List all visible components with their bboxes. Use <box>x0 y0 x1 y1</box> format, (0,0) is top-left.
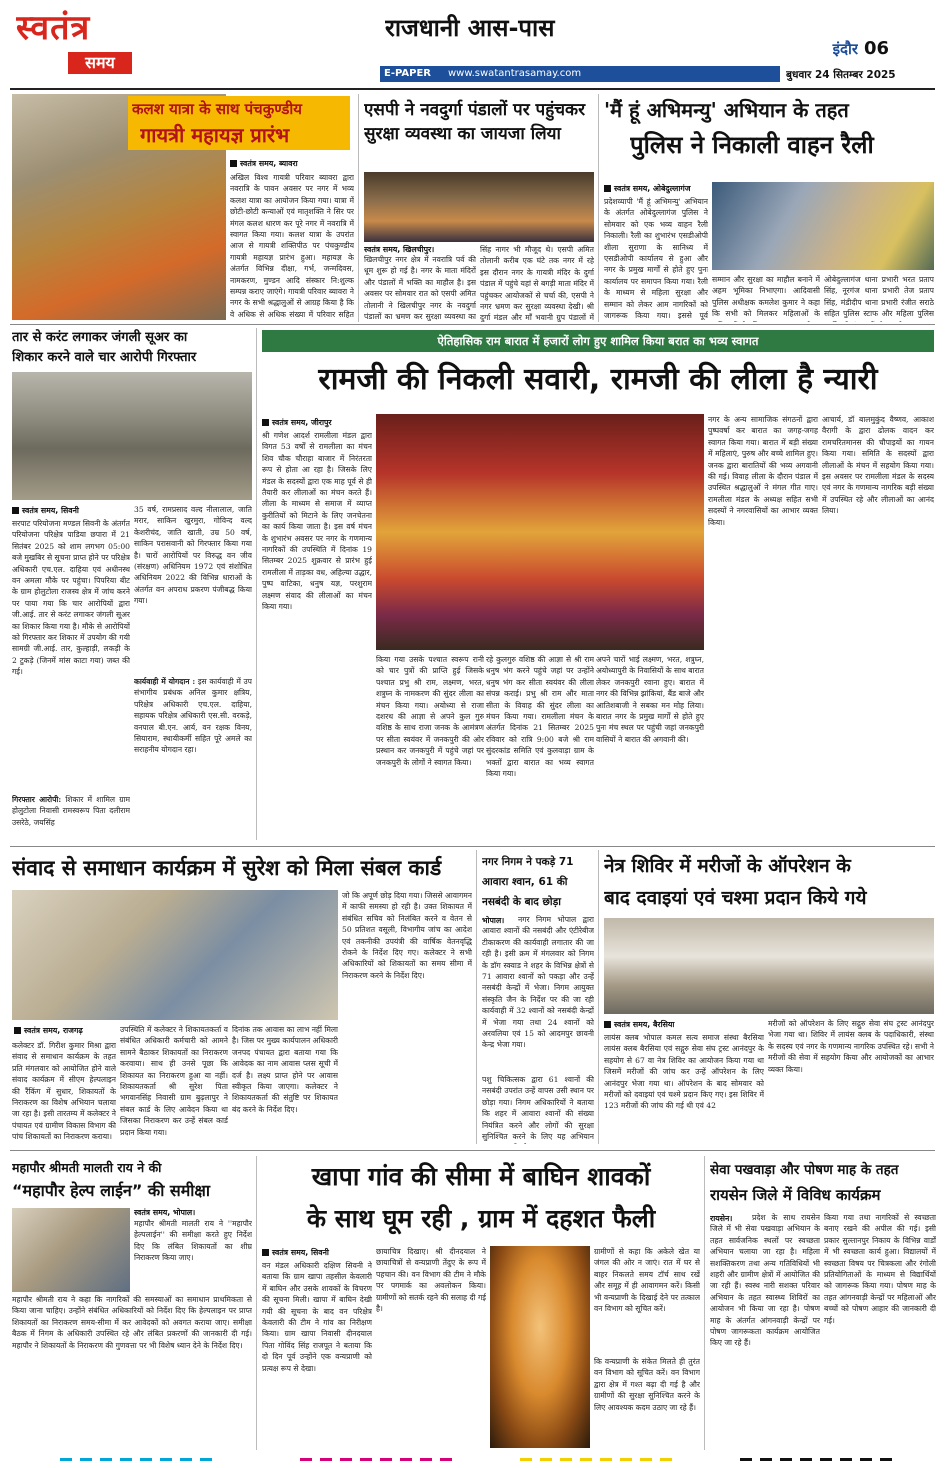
registration-marks <box>0 1452 945 1468</box>
kalash-headline-1: कलश यात्रा के साथ पंचकुण्डीय <box>132 100 302 118</box>
byline-marker-icon <box>262 1249 269 1256</box>
tiger-byline <box>262 1246 372 1258</box>
samvad-body-1: कलेक्टर डॉ. गिरीश कुमार मिश्रा द्वारा संवाद से समाधान कार्यक्रम के तहत प्रति मंगलवार को आयोजित होने वाले संवाद कार्यक्रम में सीएम हेल्पलाइन की रैंकिंग में सुधार, शिकायतों के निराकरण का विशेष अभियान चलाया जा रहा है। इसी तारतम्य में कलेक्टर ने पंचायत एवं ग्रामीण विकास विभाग की पांच शिकायतों का निराकरण कराया। <box>12 1041 116 1142</box>
samvad-byline-text: स्वतंत्र समय, राजगढ़ <box>24 1025 83 1035</box>
abhimanyu-rally-photo <box>712 182 934 270</box>
seva-headline-2: रायसेन जिले में विविध कार्यक्रम <box>710 1186 881 1204</box>
reg-magenta <box>300 1458 460 1461</box>
mayor-meeting-photo <box>12 1208 130 1292</box>
abhimanyu-byline <box>604 182 710 194</box>
abhimanyu-headline-1: 'मैं हूं अभिमन्यु' अभियान के तहत <box>604 98 849 122</box>
ram-byline-text: स्वतंत्र समय, जीरापुर <box>272 417 332 427</box>
reg-black <box>740 1458 900 1461</box>
logo-top-text: स्वतंत्र <box>16 8 91 48</box>
boar-headline-1: तार से करंट लगाकर जंगली सूअर का <box>12 330 188 345</box>
ram-kicker: ऐतिहासिक राम बारात में हजारों लोग हुए शामिल किया बरात का भव्य स्वागत <box>437 334 759 348</box>
divider <box>358 94 359 322</box>
section-title: राजधानी आस-पास <box>385 14 555 42</box>
samvad-meeting-photo <box>12 890 338 1020</box>
byline-marker-icon <box>12 507 19 514</box>
tiger-headline-2: के साथ घूम रही , ग्राम में दहशत फैली <box>306 1204 656 1233</box>
byline-marker-icon <box>262 419 269 426</box>
ram-body-1: श्री गणेश आदर्श रामलीला मंडल द्वारा विगत 53 वर्षों से रामलीला का मंचन शिव चौक चौराहा बाजार में निरंतरता रूप से होता आ रहा है। जिसके लिए मंडल के सदस्यों द्वारा एक माह पूर्व से ही तैयारी कर लीलाओं का मंचन करते हैं। लीला के माध्यम से समाज में व्याप्त कुरीतियों को मिटाने के लिए जनचेतना का कार्य किया जाता है। इस वर्ष मंचन के शुभारंभ अवसर पर नगर के गणमान्य नागरिकों की उपस्थिति में दिनांक 19 सितम्बर 2025 शुक्रवार से प्रारंभ हुई रामलीला में ताड़का वध, अहिल्या उद्धार, पुष्प वाटिका, धनुष यज्ञ, परशुराम लक्ष्मण संवाद की लीलाओं का मंचन किया गया। <box>262 431 372 612</box>
tiger-body-1: वन मंडल अधिकारी दक्षिण सिवनी ने बताया कि ग्राम खापा तहसील केवलारी में बाघिन और उसके शावकों के विचरण की सूचना मिली। खापा में बाघिन देखी गयी की सूचना के बाद वन परिक्षेत्र केवलारी की टीम ने गांव का निरीक्षण किया। ग्राम खापा निवासी दीनदयाल पिता गोविंद सिंह राजपूत ने बताया कि दो दिन पूर्व उन्होंने एक वन्यप्राणी को प्रत्यक्ष रूप से देखा। <box>262 1261 372 1373</box>
reg-cyan <box>60 1458 220 1461</box>
byline-marker-icon <box>604 185 611 192</box>
abhimanyu-body-3: ओबेदुल्लागंज थाना प्रभारी भरत प्रताप सिंह, नूरगंज थाना प्रभारी तेज प्रताप सिंह, मंडीदीप थाना प्रभारी रंजीत सराठे सहित पुलिस स्टाफ और महिला पुलिस <box>824 275 934 319</box>
boar-accused-photo <box>12 372 252 500</box>
netra-body-1: लायंस क्लब भोपाल कमल सत्य समाज संस्था बैरसिया लायंस क्लब बैरसिया एवं सद्गुरु सेवा संघ ट्रस्ट आनंदपुर के सहयोग से 67 वा नेत्र शिविर का आयोजन किया गया था जिसमें मरीजों की जांच कर उन्हें ऑपरेशन के लिए आनंदपुर भेजा गया था। ऑपरेशन के बाद सोमवार को मरीजों को दवाइयां एवं चश्मे प्रदान किए गए। इस शिविर में 123 मरीजों की जांच की गई थी एवं 42 <box>604 1033 764 1111</box>
seva-body-1: प्रदेश के साथ रायसेन जिले में भी सेवा पखवाड़ा अभियान के तहत सार्वजनिक स्थलों पर स्वच्छता अभियान चलाया जा रहा है। महिला सशक्तिकरण तथा अन्य गतिविधियों भी शहरी और ग्रामीण क्षेत्रों में आयोजित की जा रही हैं। स्वस्थ नारी सशक्त परिवार अभियान के तहत स्वास्थ्य शिविरों का आयोजन भी किया जा रहा है। पोषण माह के अंतर्गत आंगनवाड़ी केन्द्रों पर पोषण जागरूकता कार्यक्रम आयोजित किए जा रहे हैं। <box>710 1213 820 1348</box>
ram-body-2: किया गया उसके पश्चात स्वरूप रानी को चार पुत्रों की प्राप्ति हुई जिसके पश्चात प्रभु श्री राम, लक्ष्मण, भरत, शत्रुघ्न के नामकरण की सुंदर लीला का मंचन किया गया। अयोध्या से राजा दशरथ की आज्ञा से अपने कुल गुरु वशिष्ठ के साथ राजा जनक के आमंत्रण पर सीता स्वयंवर में जनकपुरी की ओर प्रस्थान कर जनकपुरी में पहुंचे जहां पर जनकपुरी के लोगों ने स्वागत किया। <box>376 655 484 767</box>
boar-action-paragraph <box>134 676 252 840</box>
byline-marker-icon <box>14 1027 21 1034</box>
mayor-body-2: महापौर श्रीमती राय ने कहा कि नागरिकों की समस्याओं का समाधान प्राथमिकता से किया जाना चाहिए। उन्होंने संबंधित अधिकारियों को निर्देश दिए कि हेल्पलाइन पर प्राप्त शिकायतों का निराकरण समय-सीमा में कर आवेदकों को अवगत कराया जाए। समीक्षा बैठक में निगम के अधिकारी उपस्थित रहे और लंबित प्रकरणों की जानकारी दी गई। महापौर ने शिकायतों के निराकरण की गुणवत्ता पर भी विशेष ध्यान देने के निर्देश दिए। <box>12 1295 252 1350</box>
byline-marker-icon <box>604 1021 611 1028</box>
abhimanyu-body-1: प्रदेशव्यापी 'मैं हूं अभिमन्यु' अभियान के अंतर्गत ओबेदुल्लागंज पुलिस ने सोमवार को एक भव्य वाहन रैली निकाली। रैली का शुभारंभ एसडीओपी शीला सुराणा के सानिध्य में एसडीओपी कार्यालय से हुआ और नगर के प्रमुख मार्गों से होते हुए पुनः कार्यालय पर समापन किया गया। रैली के माध्यम से महिला सुरक्षा और सम्मान को लेकर आम नागरिकों को जागरूक किया गया। इससे पूर्व <box>604 197 708 321</box>
boar-arrest-paragraph <box>12 794 130 840</box>
row-rule <box>10 846 935 847</box>
ram-leela-photo <box>376 414 704 650</box>
logo <box>12 6 157 76</box>
samvad-headline: संवाद से समाधान कार्यक्रम में सुरेश को मिला संबल कार्ड <box>12 856 442 880</box>
kalash-headline-2: गायत्री महायज्ञ प्रारंभ <box>140 123 290 147</box>
ram-body-5: नगर के अन्य सामाजिक संगठनों द्वारा पुष्पवर्षा कर बारात का जगह-जगह स्वागत किया गया। बारात में बड़ी संख्या में महिलाएं, पुरुष और बच्चे शामिल हुए। जनक द्वारा बारातियों की भव्य अगवानी की गई। विवाह लीला के दौरान पंडाल में उपस्थित श्रद्धालुओं ने मंगल गीत गाए। रामलीला मंडल के अध्यक्ष सहित सभी सदस्यों ने नगरवासियों का आभार व्यक्त किया। <box>708 415 818 527</box>
ram-body-3: रहे कुलगुरु वशिष्ठ की आज्ञा से श्री राम धनुष भंग करने पहुंचे जहां पर उन्होंने धनुष भंग कर सीता स्वयंवर की लीला संपन्न कराई। प्रभु श्री राम और माता सीता के विवाह की सुंदर लीला का मंचन किया गया। रामलीला मंचन के अंतर्गत दिनांक 21 सितम्बर 2025 रविवार को रात्रि 9:00 बजे श्री राम सुंदरकांड समिति एवं कुलवाड़ा ग्राम के भक्तों द्वारा बारात का भव्य स्वागत किया गया। <box>486 655 594 779</box>
ram-body-4: अपने चारों भाई लक्ष्मण, भरत, शत्रुघ्न, अयोध्यापुरी के निवासियों के साथ बारात लेकर जनकपुरी रवाना हुए। बारात में नगर की विभिन्न झांकियां, बैंड बाजे और आतिशबाजी ने सबका मन मोह लिया। बारात नगर के प्रमुख मार्गों से होते हुए पुनः मंच स्थल पर पहुंची जहां जनकपुरी वासियों ने बारात की अगवानी की। <box>596 655 704 744</box>
abhimanyu-body-2: सम्मान और सुरक्षा का माहौल बनाने में अहम भूमिका निभाएगा। आदिवासी पुलिस अधीक्षक कमलेश कुमार ने कहा कि सभी को मिलकर महिलाओं के <box>712 275 820 319</box>
tiger-body-4: कि वन्यप्राणी के संकेत मिलते ही तुरंत वन विभाग को सूचित करें। वन विभाग द्वारा क्षेत्र में गश्त बढ़ा दी गई है और ग्रामीणों की सुरक्षा सुनिश्चित करने के लिए आवश्यक कदम उठाए जा रहे हैं। <box>594 1357 700 1412</box>
logo-bottom-text: समय <box>68 52 132 74</box>
row-rule <box>10 324 935 325</box>
reg-yellow <box>520 1458 680 1461</box>
row-rule <box>10 1150 935 1151</box>
issue-date: बुधवार 24 सितम्बर 2025 <box>786 69 896 81</box>
netra-byline-text: स्वतंत्र समय, बैरसिया <box>614 1019 675 1029</box>
mayor-headline-1: महापौर श्रीमती मालती राय ने की <box>12 1160 162 1175</box>
sp-pandal-photo <box>364 172 594 242</box>
kalash-body: अखिल विश्व गायत्री परिवार ब्यावरा द्वारा नवरात्रि के पावन अवसर पर नगर में भव्य कलश यात्रा का आयोजन किया गया। यात्रा में छोटी-छोटी कन्याओं एवं मातृशक्ति ने सिर पर मंगल कलश धारण कर पूरे नगर में नवरात्रि में स्वागत किया गया। कलश यात्रा के उपरांत आज से गायत्री शक्तिपीठ पर पंचकुण्डीय गायत्री महायज्ञ प्रारंभ हुआ। महायज्ञ के अंतर्गत विभिन्न दीक्षा, गर्भ, जन्मदिवस, नामकरण, मुण्डन आदि संस्कार नि:शुल्क सम्पन्न कराए जाएंगे। गायत्री परिवार ब्यावरा ने नगर के सभी श्रद्धालुओं से आग्रह किया है कि वे अधिक से अधिक संख्या में परिवार सहित <box>230 173 354 319</box>
epaper-label: E-PAPER <box>384 68 431 79</box>
netra-camp-photo <box>604 918 934 1014</box>
netra-byline <box>604 1018 724 1030</box>
ram-headline: रामजी की निकली सवारी, रामजी की लीला है न्यारी <box>318 362 878 397</box>
netra-headline-1: नेत्र शिविर में मरीजों के ऑपरेशन के <box>604 855 851 877</box>
sp-body-1: खिलचीपुर नगर क्षेत्र में नवरात्रि पर्व की धूम शुरू हो गई है। नगर के माता मंदिरों और पंडालों में भक्ति का माहौल है। इस अवसर पर सोमवार रात को एसपी अमित तोलानी ने खिलचीपुर नगर के नवदुर्गा पंडालों का भ्रमण कर सुरक्षा व्यवस्था का <box>364 255 476 322</box>
sp-byline-text: स्वतंत्र समय, खिलचीपुर। <box>364 245 435 254</box>
samvad-body-3: दिनांक तक आवास का लाभ नहीं मिला है। जिस पर मुख्य कार्यपालन अधिकारी जनपद पंचायत द्वारा बताया गया कि आवेदक का नाम आवास प्लस सूची में दर्ज है। लक्ष्य प्राप्त होने पर आवास स्वीकृत किया जाएगा। कलेक्टर ने शिकायतकर्ता की संतुष्टि पर शिकायत बंद करने के निर्देश दिए। <box>232 1025 338 1114</box>
ram-body-6: आचार्य, डॉ बालमुकुंद वैष्णव, आकाश वैरागी के द्वारा ढोलक वादन कर रामचरितमानस की चौपाइयों का गायन किया गया। समिति के सदस्यों द्वारा लीलाओं के मंचन में सहयोग किया गया। इस अवसर पर रामलीला मंडल के सदस्य एवं नगर के गणमान्य नागरिक बड़ी संख्या में उपस्थित रहे और लीलाओं का आनंद लिया। <box>822 415 934 516</box>
masthead-rule <box>10 88 935 90</box>
sp-body-2: सिंह नागर भी मौजूद थे। एसपी अमित तोलानी करीब एक घंटे तक नगर में रहे इस दौरान नगर के गायत्री मंदिर के दुर्गा पंडाल में पहुंचे यहां से बगड़ी माता मंदिर में पहुंचकर आयोजकों से चर्चा की, एसपी ने नगर भ्रमण कर सुरक्षा व्यवस्था देखी। श्री दुर्गा मंडल और माँ भवानी ग्रुप पंडालों में <box>480 245 594 322</box>
divider <box>598 850 599 1144</box>
boar-action-label: कार्यवाही में योगदान : <box>134 677 196 686</box>
abhimanyu-byline-text: स्वतंत्र समय, ओबेदुल्लागंज <box>614 183 691 193</box>
ram-byline <box>262 416 370 428</box>
tiger-body-2: छायाचित्र दिखाए। श्री दीनदयाल ने छायाचित्रों से वन्यप्राणी तेंदुए के रूप में पहचान की। वन विभाग की टीम ने मौके पर पगमार्क का अवलोकन किया। ग्रामीणों को सतर्क रहने की सलाह दी गई है। <box>376 1247 486 1314</box>
masthead <box>0 0 945 88</box>
divider <box>476 850 477 1144</box>
seva-byline-text: रायसेन। <box>710 1213 733 1223</box>
boar-body-1: सरपाट परियोजना मण्डल सिवनी के अंतर्गत परियोजना परिक्षेत्र पाडिया छपारा में 21 सितंबर 2025 को शाम लगभग 05:00 बजे मुखबिर से सूचना प्राप्त होने पर परिक्षेत्र अधिकारी एच.एल. दाहिया एवं अधीनस्थ वन अमला मौके पर पहुंचा। पिपरिया बीट के ग्राम होलुटोला राजस्व क्षेत्र में जांच करने पर पाया गया कि चार आरोपियों द्वारा जी.आई. तार से करंट लगाकर जंगली सूअर का शिकार किया गया है। मौके से आरोपियों को गिरफ्तार कर शिकार में उपयोग की गयी सामग्री जी.आई. तार, कुल्हाड़ी, लकड़ी के 2 टुकड़े (जिनमें मांस काटा गया) जब्त की गई। <box>12 519 130 677</box>
divider <box>598 94 599 322</box>
tiger-headline-1: खापा गांव की सीमा में बाघिन शावकों <box>311 1162 651 1191</box>
tiger-byline-text: स्वतंत्र समय, सिवनी <box>272 1247 329 1257</box>
vacancy-body-1: नगर निगम भोपाल द्वारा आवारा श्वानों की नसबंदी और एंटीरेबीज टीकाकरण की कार्यवाही लगातार की जा रही है। इसी क्रम में मंगलवार को निगम के डॉग स्क्वाड ने शहर के विभिन्न क्षेत्रों से 71 आवारा श्वानों को पकड़ा और उन्हें नसबंदी केन्द्रों में भेजा। निगम आयुक्त संस्कृति जैन के निर्देश पर की जा रही कार्यवाही में 32 श्वानों को नसबंदी केन्द्रों में भेजा गया तथा 24 श्वानों को अरवलिया एवं 15 को आदमपुर छावनी केन्द्र भेजा गया। <box>482 915 594 1050</box>
divider <box>256 328 257 840</box>
vacancy-body-2: पशु चिकित्सक द्वारा 61 श्वानों की नसबंदी उपरांत उन्हें वापस उसी स्थान पर छोड़ा गया। निगम अधिकारियों ने बताया कि शहर में आवारा श्वानों की संख्या नियंत्रित करने और लोगों की सुरक्षा सुनिश्चित करने के लिए यह अभियान <box>482 1075 594 1142</box>
tigress-photo <box>490 1246 590 1448</box>
boar-body-2: 35 वर्ष, रामप्रसाद वल्द नीलालाल, जाति मरार, साकिन खुरमुरा, गोविन्द वल्द केशरीचंद, जाति खाती, उम्र 50 वर्ष, साकिन परासवानी को गिरफ्तार किया गया है। चारों आरोपियों पर विरुद्ध वन जीव (संरक्षण) अधिनियम 1972 एवं संशोधित अधिनियम 2022 की विभिन्न धाराओं के अंतर्गत वन अपराध प्रकरण पंजीबद्ध किया गया। <box>134 505 252 606</box>
kalash-byline-text: स्वतंत्र समय, ब्यावरा <box>240 158 298 168</box>
website-link[interactable]: www.swatantrasamay.com <box>448 68 582 79</box>
boar-arrest-label: गिरफ्तार आरोपी: <box>12 795 62 804</box>
kalash-byline <box>230 157 352 169</box>
divider <box>704 1156 705 1450</box>
boar-byline <box>12 504 132 516</box>
vacancy-byline-text: भोपाल। <box>482 915 505 925</box>
boar-headline-2: शिकार करने वाले चार आरोपी गिरफ्तार <box>12 350 197 365</box>
mayor-byline-text: स्वतंत्र समय, भोपाल। <box>134 1207 196 1217</box>
city-label: इंदौर <box>832 40 858 58</box>
mayor-headline-2: “महापौर हेल्प लाईन” की समीक्षा <box>12 1181 211 1200</box>
samvad-body-4: जो कि अपूर्ण छोड़ दिया गया। जिससे आवागमन में काफी समस्या हो रही है। उक्त शिकायत में संबंधित सचिव को निलंबित करने व वेतन से 50 प्रतिशत वसूली, विभागीय जांच का आदेश एवं तकनीकी उपयंत्री की वार्षिक वेतनवृद्धि रोकने के निर्देश दिए गए। कलेक्टर ने सभी अधिकारियों को शिकायतों का समय सीमा में निराकरण करने के निर्देश दिए। <box>342 891 472 980</box>
sp-headline: एसपी ने नवदुर्गा पंडालों पर पहुंचकर सुरक्षा व्यवस्था का जायजा लिया <box>364 100 586 144</box>
abhimanyu-headline-2: पुलिस ने निकाली वाहन रैली <box>630 131 874 159</box>
boar-action-text: इस कार्यवाही में उप संभागीय प्रबंधक अनिल कुमार क्षत्रिय, परिक्षेत्र अधिकारी एच.एल. दाहिया, सहायक परिक्षेत्र अधिकारी एस.सी. वरकड़े, वनपाल बी.एन. आर्य, वन रक्षक विनय, सियाराम, स्थायीकर्मी सहित पूरे अमले का सराहनीय योगदान रहा। <box>134 677 252 755</box>
netra-headline-2: बाद दवाइयां एवं चश्मा प्रदान किये गये <box>604 887 867 909</box>
seva-body-2: किया गया तथा नागरिकों से स्वच्छता बनाए रखने की अपील की गई। इसी प्रकार सुल्तानपुर निकाय के विभिन्न वार्डों में भी स्वच्छता कार्य हुआ। विद्यालयों में स्वच्छता विषय पर चित्रकला और रंगोली प्रतियोगिताओं के माध्यम से विद्यार्थियों को जागरूक किया गया। पोषण माह के तहत आंगनवाड़ी केन्द्रों पर महिलाओं और बच्चों को पोषण आहार की जानकारी दी गई। <box>824 1213 936 1325</box>
boar-byline-text: स्वतंत्र समय, सिवनी <box>22 505 79 515</box>
netra-body-2: मरीजों को ऑपरेशन के लिए सद्गुरु सेवा संघ ट्रस्ट आनंदपुर भेजा गया था। शिविर में लायंस क्लब के पदाधिकारी, संस्था के सदस्य एवं नगर के गणमान्य नागरिक उपस्थित रहे। सभी ने मरीजों की सेवा में सहयोग किया और आयोजकों का आभार व्यक्त किया। <box>768 1019 934 1074</box>
boar-arrest-text: शिकार में शामिल ग्राम होलुटोला निवासी रामस्वरूप पिता दलीराम उसरेठे, जयसिंह <box>12 795 130 827</box>
samvad-body-2: उपस्थिति में कलेक्टर ने शिकायतकर्ता व संबंधित अधिकारी कर्मचारी को आमने सामने बैठाकर शिकायतों का निराकरण करवाया। साथ ही उनसे पूछा कि शिकायत का निराकरण हुआ या नहीं। शिकायतकर्ता श्री सुरेश पिता भगवानसिंह निवासी ग्राम बुढ़लापुर ने संबल कार्ड के लिए आवेदन किया था जिसका निराकरण कर उन्हें संबल कार्ड प्रदान किया गया। <box>120 1025 228 1137</box>
page-number: 06 <box>864 38 890 59</box>
mayor-byline <box>134 1206 252 1218</box>
byline-marker-icon <box>230 160 237 167</box>
divider <box>256 1156 257 1450</box>
tiger-body-3: ग्रामीणों से कहा कि अकेले खेत या जंगल की ओर न जाएं। रात में घर से बाहर निकलते समय टॉर्च साथ रखें और समूह में ही आवागमन करें। किसी भी वन्यप्राणी के दिखाई देने पर तत्काल वन विभाग को सूचित करें। <box>594 1247 700 1314</box>
mayor-body-1: महापौर श्रीमती मालती राय ने ''महापौर हेल्पलाईन'' की समीक्षा करते हुए निर्देश दिए कि लंबित शिकायतों का शीघ्र निराकरण किया जाए। <box>134 1219 252 1263</box>
samvad-byline <box>14 1024 134 1036</box>
seva-headline-1: सेवा पखवाड़ा और पोषण माह के तहत <box>710 1162 899 1178</box>
vacancy-headline: नगर निगम ने पकड़े 71 आवारा श्वान, 61 की नसबंदी के बाद छोड़ा <box>482 856 574 908</box>
